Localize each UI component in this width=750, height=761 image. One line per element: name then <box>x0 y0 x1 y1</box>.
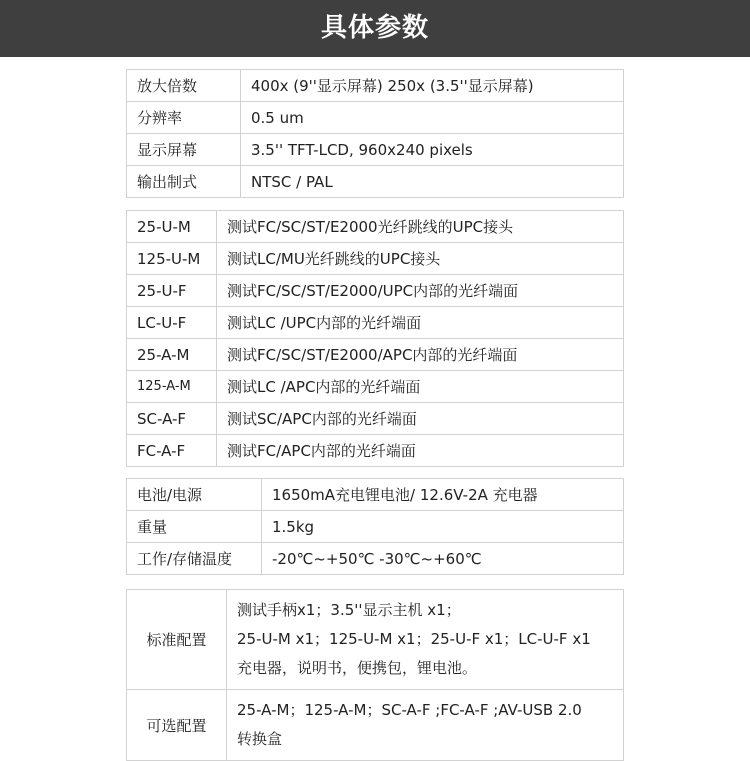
table-row <box>127 307 624 339</box>
tip-description: 测试LC /UPC内部的光纤端面 <box>217 307 624 339</box>
tip-model: SC-A-F <box>127 403 217 435</box>
tip-description: 测试FC/APC内部的光纤端面 <box>217 435 624 467</box>
table-row <box>127 70 624 102</box>
table-row <box>127 590 624 690</box>
config-line: 测试手柄x1；3.5''显示主机 x1； <box>237 601 461 619</box>
spec-label: 显示屏幕 <box>127 134 241 166</box>
table-row <box>127 243 624 275</box>
table-row <box>127 371 624 403</box>
spec-label: 分辨率 <box>127 102 241 134</box>
table-row <box>127 339 624 371</box>
tip-description: 测试FC/SC/ST/E2000/APC内部的光纤端面 <box>217 339 624 371</box>
tip-model: LC-U-F <box>127 307 217 339</box>
tip-model: 125-A-M <box>127 371 217 403</box>
optics-spec-table <box>126 69 624 198</box>
spec-label: 电池/电源 <box>127 479 262 511</box>
config-line: 25-U-M x1；125-U-M x1；25-U-F x1；LC-U-F x1 <box>237 630 591 648</box>
spec-label: 放大倍数 <box>127 70 241 102</box>
tip-description: 测试FC/SC/ST/E2000光纤跳线的UPC接头 <box>217 211 624 243</box>
spec-label: 工作/存储温度 <box>127 543 262 575</box>
configuration-table <box>126 589 624 761</box>
table-row <box>127 275 624 307</box>
spec-value: 1650mA充电锂电池/ 12.6V-2A 充电器 <box>262 479 624 511</box>
spec-value: -20℃~+50℃ -30℃~+60℃ <box>262 543 624 575</box>
tip-description: 测试LC /APC内部的光纤端面 <box>217 371 624 403</box>
table-row <box>127 479 624 511</box>
spec-label: 输出制式 <box>127 166 241 198</box>
table-row <box>127 166 624 198</box>
page-title: 具体参数 <box>0 0 750 57</box>
table-row <box>127 511 624 543</box>
probe-tips-table <box>126 210 624 467</box>
spec-value: 1.5kg <box>262 511 624 543</box>
table-row <box>127 134 624 166</box>
config-line: 转换盒 <box>237 730 283 748</box>
tip-model: 25-U-F <box>127 275 217 307</box>
config-line: 25-A-M；125-A-M；SC-A-F ;FC-A-F ;AV-USB 2.0 <box>237 701 582 719</box>
table-row <box>127 543 624 575</box>
spec-value: 400x (9''显示屏幕) 250x (3.5''显示屏幕) <box>241 70 624 102</box>
optional-config-label: 可选配置 <box>127 690 227 761</box>
spec-value: NTSC / PAL <box>241 166 624 198</box>
tip-description: 测试SC/APC内部的光纤端面 <box>217 403 624 435</box>
tip-model: FC-A-F <box>127 435 217 467</box>
tip-model: 25-A-M <box>127 339 217 371</box>
tip-description: 测试FC/SC/ST/E2000/UPC内部的光纤端面 <box>217 275 624 307</box>
spec-value: 0.5 um <box>241 102 624 134</box>
config-line: 充电器，说明书，便携包，锂电池。 <box>237 659 478 677</box>
table-row <box>127 102 624 134</box>
table-row <box>127 211 624 243</box>
power-spec-table <box>126 478 624 575</box>
standard-config-label: 标准配置 <box>127 590 227 690</box>
table-row <box>127 435 624 467</box>
tip-model: 125-U-M <box>127 243 217 275</box>
spec-value: 3.5'' TFT-LCD, 960x240 pixels <box>241 134 624 166</box>
spec-label: 重量 <box>127 511 262 543</box>
table-row <box>127 403 624 435</box>
standard-config-value <box>227 590 624 690</box>
tip-model: 25-U-M <box>127 211 217 243</box>
tip-description: 测试LC/MU光纤跳线的UPC接头 <box>217 243 624 275</box>
